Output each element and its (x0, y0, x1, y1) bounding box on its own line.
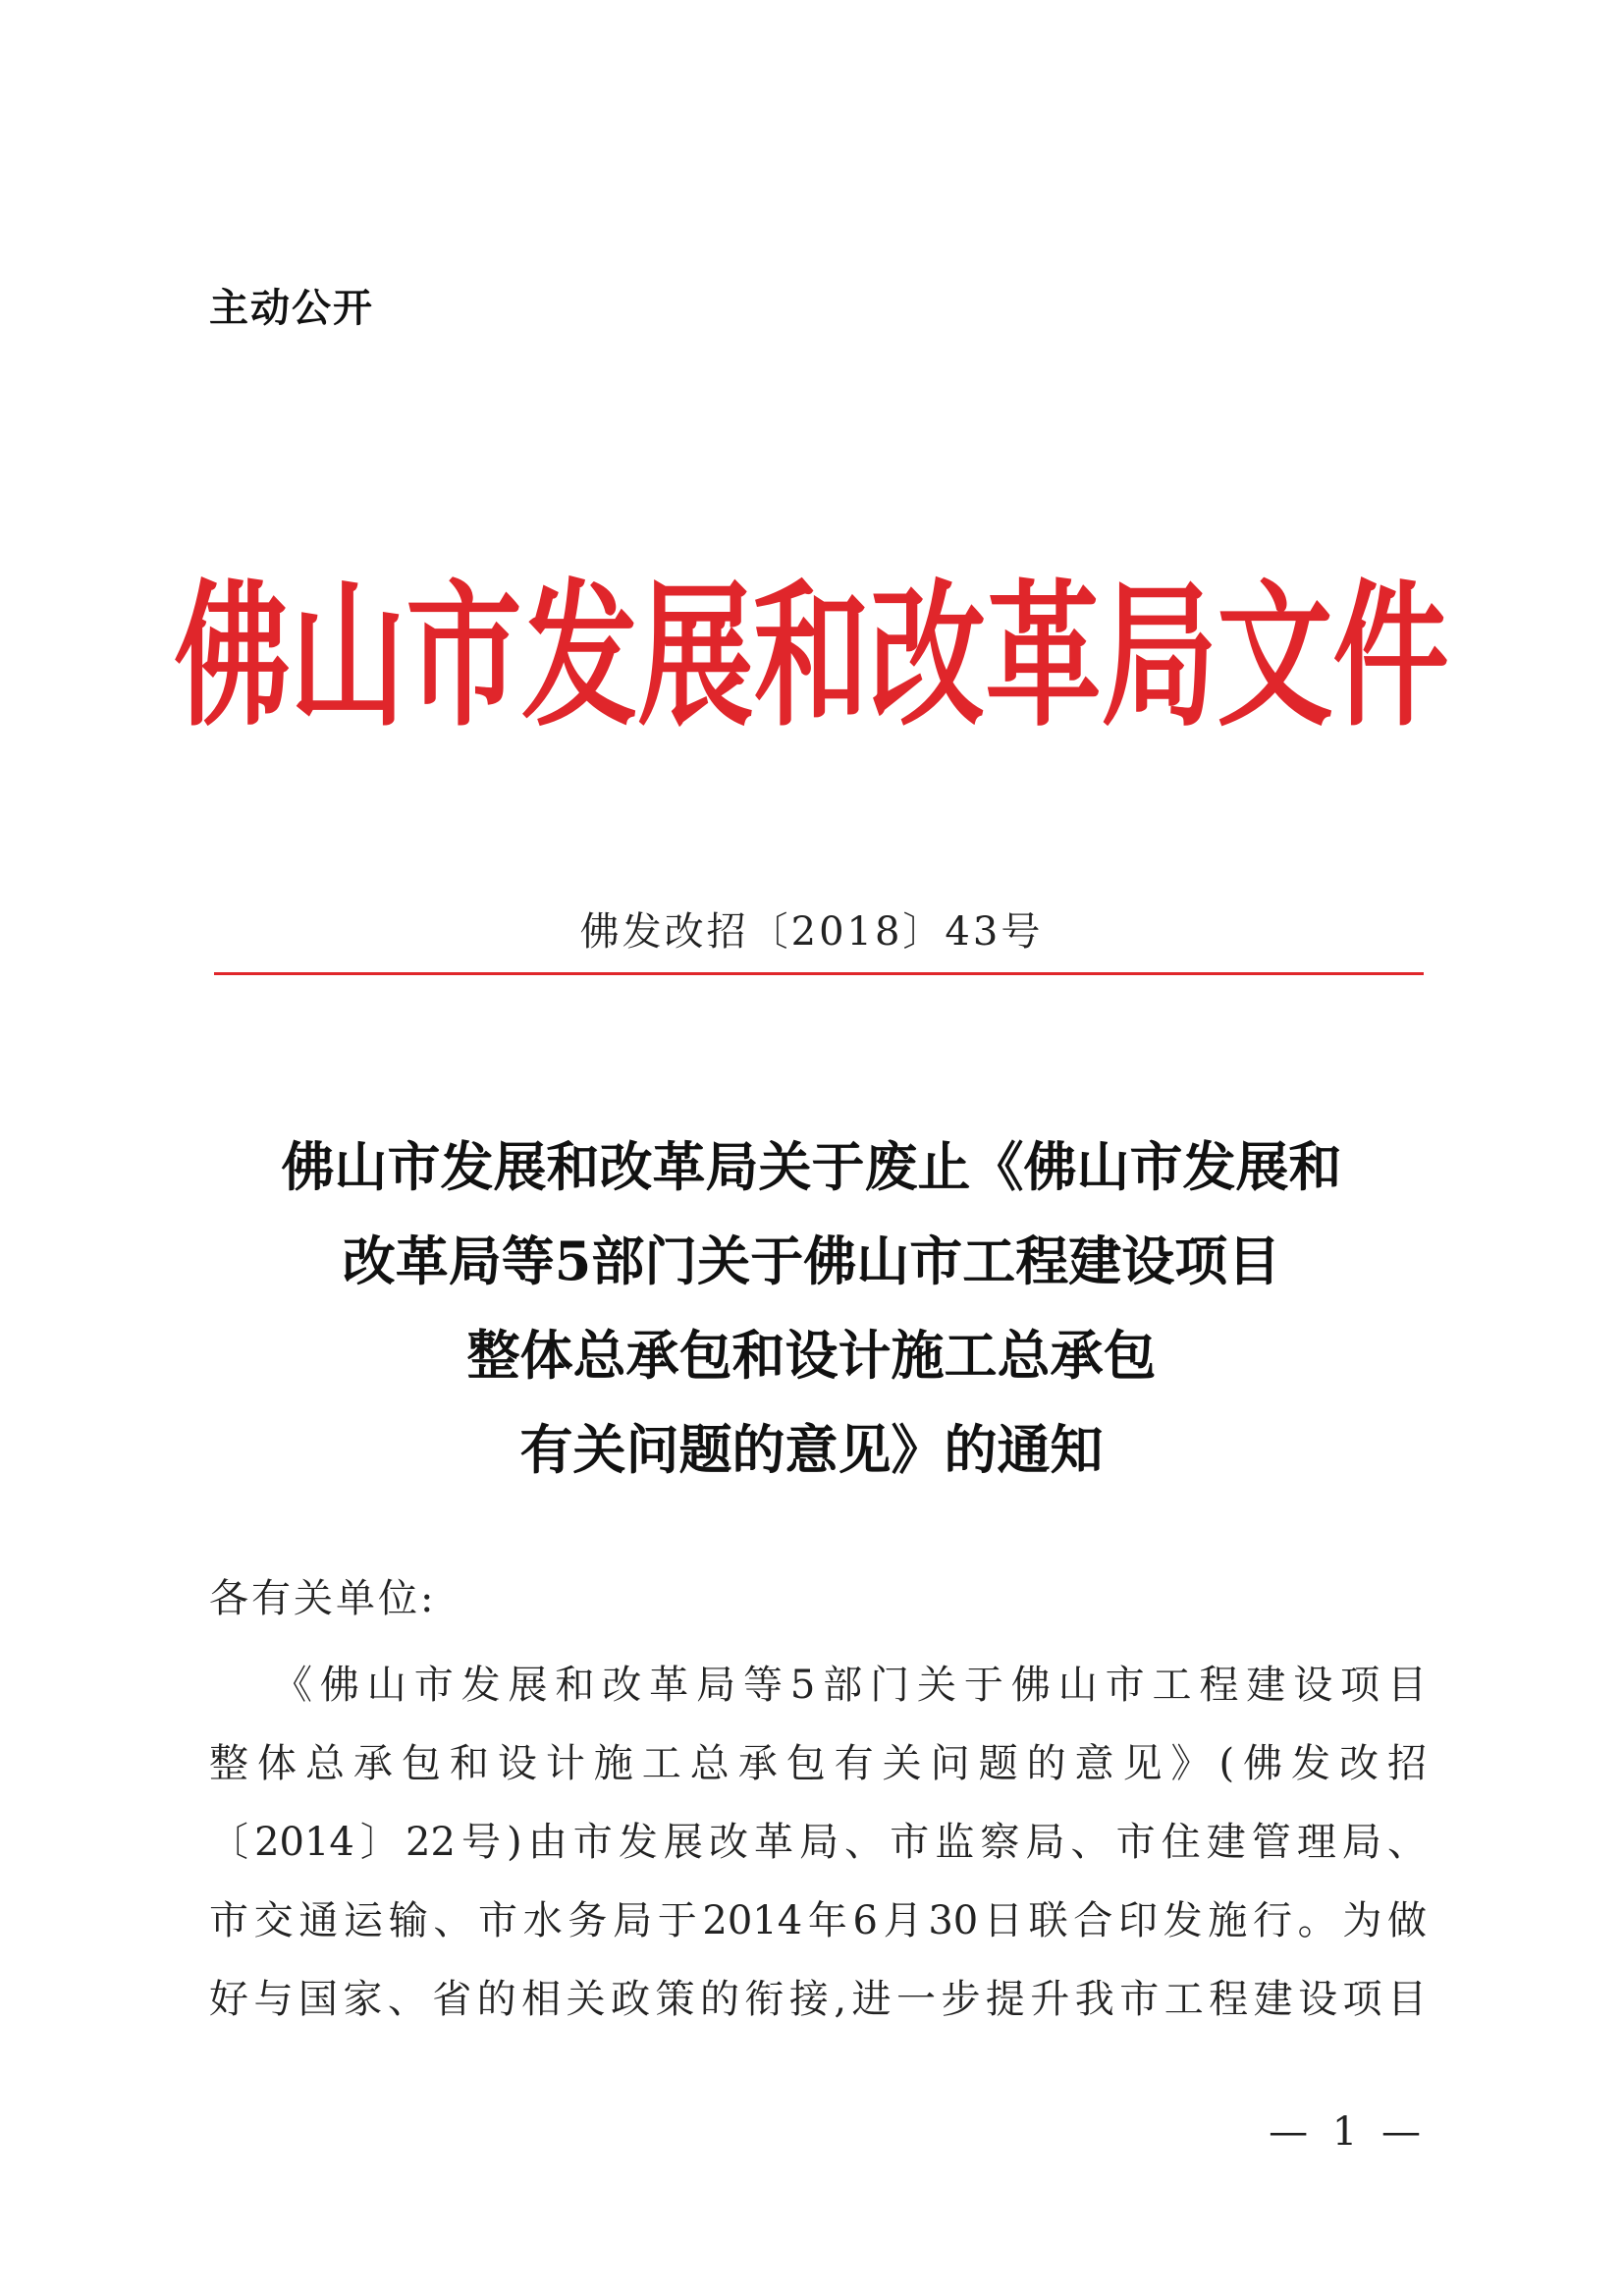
document-title (157, 1120, 1466, 1497)
body-line: 好与国家、省的相关政策的衔接,进一步提升我市工程建设项目 (209, 1977, 1427, 2022)
salutation: 各有关单位: (209, 1576, 437, 1621)
body-line: 〔2014〕22号)由市发展改革局、市监察局、市住建管理局、 (209, 1820, 1427, 1865)
red-separator-line (214, 972, 1424, 975)
title-line: 整体总承包和设计施工总承包 (466, 1324, 1157, 1387)
document-number: 佛发改招〔2018〕43号 (579, 909, 1044, 955)
body-line: 《佛山市发展和改革局等5部门关于佛山市工程建设项目 (273, 1663, 1427, 1708)
body-line: 整体总承包和设计施工总承包有关问题的意见》(佛发改招 (209, 1741, 1427, 1786)
body-line: 市交通运输、市水务局于2014年6月30日联合印发施行。为做 (209, 1898, 1427, 1943)
page-number: — 1 — (1269, 2109, 1427, 2155)
title-line: 佛山市发展和改革局关于废止《佛山市发展和 (281, 1135, 1342, 1198)
title-line: 有关问题的意见》的通知 (519, 1418, 1104, 1481)
disclosure-label: 主动公开 (209, 286, 374, 331)
body-paragraph (209, 1646, 1427, 2039)
masthead: 佛山市发展和改革局文件 (174, 565, 1449, 748)
title-line: 改革局等5部门关于佛山市工程建设项目 (342, 1230, 1281, 1292)
